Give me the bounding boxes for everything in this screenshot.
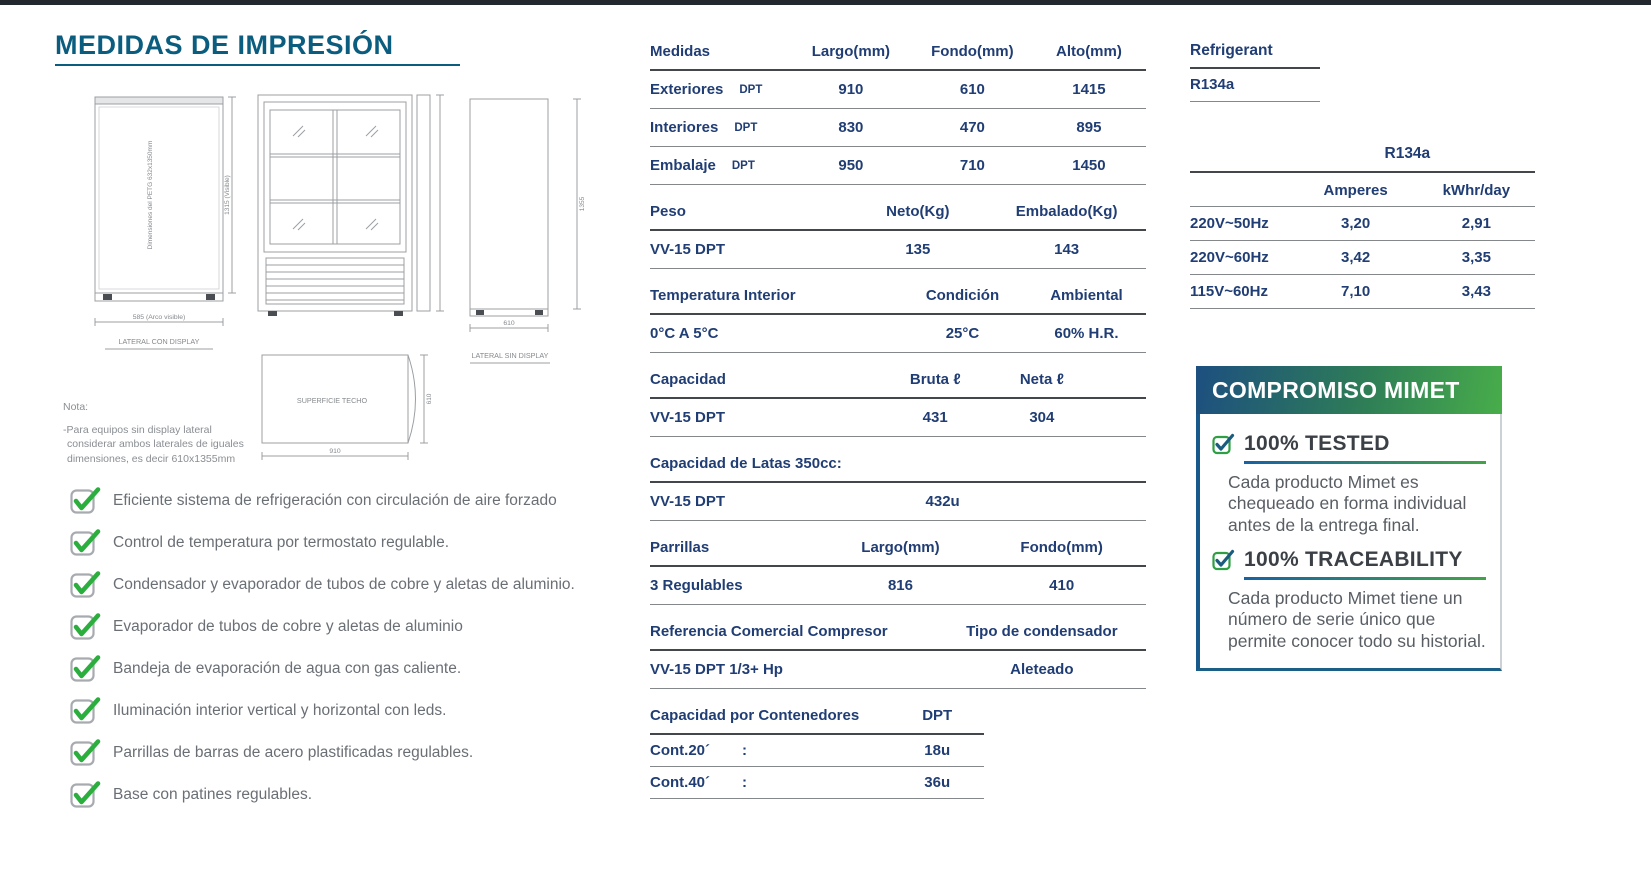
table-cell: 895	[1076, 119, 1102, 136]
green-check-icon	[1212, 549, 1236, 571]
drawing-label-techo: SUPERFICIE TECHO	[296, 396, 368, 405]
feature-item	[70, 487, 630, 514]
table-cell: 950	[838, 157, 864, 174]
commitment-paragraph: Cada producto Mimet es chequeado en forma individual antes de la entrega final.	[1228, 472, 1467, 535]
table-cell: Aleteado	[1010, 661, 1074, 678]
feature-item	[70, 697, 630, 724]
table-cell: 115V~60Hz	[1190, 283, 1268, 300]
table-cell: kWhr/day	[1442, 182, 1511, 199]
table-cell: Amperes	[1323, 182, 1388, 199]
commitment-heading-text: 100% TESTED	[1244, 432, 1390, 455]
table-row	[650, 767, 984, 799]
feature-text: Evaporador de tubos de cobre y aletas de aluminio	[113, 617, 463, 635]
table-cell: 3,43	[1461, 283, 1491, 300]
note-line: dimensiones, es decir 610x1355mm	[67, 452, 236, 465]
table-cell: 3,35	[1461, 249, 1491, 266]
table-header-row	[650, 536, 1146, 567]
green-check-icon	[70, 655, 103, 682]
table-cell: 910	[838, 81, 864, 98]
table-cell: 135	[905, 241, 931, 258]
feature-text: Parrillas de barras de acero plastificadas regulables.	[113, 743, 474, 761]
table-medidas	[650, 40, 1146, 185]
table-cell: 304	[1029, 409, 1055, 426]
table-compresor	[650, 620, 1146, 689]
table-cell: 710	[959, 157, 985, 174]
page-title: MEDIDAS DE IMPRESIÓN	[55, 30, 394, 60]
refrigerant-label: Refrigerant	[1190, 42, 1320, 69]
table-cell: Bruta ℓ	[909, 371, 961, 388]
table-cell: 830	[838, 119, 864, 136]
commitment-item-heading	[1212, 548, 1486, 572]
title-underline	[55, 64, 460, 66]
refrigerant-value: R134a	[1190, 69, 1320, 102]
heading-underline	[1244, 577, 1486, 580]
table-cell: 2,91	[1461, 215, 1491, 232]
commitment-paragraph: Cada producto Mimet tiene un número de serie único que permite conocer todo su historial.	[1228, 588, 1486, 651]
note-title: Nota:	[63, 401, 89, 413]
feature-text: Condensador y evaporador de tubos de cobre y aletas de aluminio.	[113, 575, 575, 593]
table-cell: VV-15 DPT	[650, 409, 726, 426]
power-table-title: R134a	[1190, 145, 1535, 173]
table-cell: VV-15 DPT 1/3+ Hp	[650, 661, 783, 678]
table-cell: Peso	[650, 203, 686, 220]
table-cell: Parrillas	[650, 539, 710, 556]
commitment-heading-text: 100% TRACEABILITY	[1244, 548, 1463, 572]
feature-text: Iluminación interior vertical y horizontal con leds.	[113, 701, 447, 719]
table-temperatura	[650, 284, 1146, 353]
green-check-icon	[1212, 433, 1236, 455]
table-parrillas	[650, 536, 1146, 605]
table-header-row	[650, 704, 984, 735]
feature-item	[70, 571, 630, 598]
table-contenedores	[650, 704, 984, 799]
table-header-row	[650, 620, 1146, 651]
table-cell: 470	[959, 119, 985, 136]
drawing-width-dim: 585 (Arco visible)	[132, 314, 186, 321]
table-row	[650, 399, 1146, 437]
table-cell: Ambiental	[1050, 287, 1123, 304]
table-cell: Embalaje DPT	[650, 157, 755, 174]
feature-item	[70, 655, 630, 682]
table-cell: 220V~60Hz	[1190, 249, 1269, 266]
table-row	[1190, 207, 1535, 241]
table-latas	[650, 452, 1146, 521]
table-header-row	[1190, 173, 1535, 207]
table-cell: Fondo(mm)	[931, 43, 1014, 60]
table-cell: 432u	[925, 493, 960, 510]
table-cell: Exteriores DPT	[650, 81, 763, 98]
table-header-row	[650, 452, 1146, 483]
green-check-icon	[70, 697, 103, 724]
table-cell: Temperatura Interior	[650, 287, 796, 304]
feature-text: Base con patines regulables.	[113, 785, 313, 803]
feature-text: Eficiente sistema de refrigeración con circulación de aire forzado	[113, 491, 557, 509]
table-cell: 25°C	[945, 325, 980, 342]
table-row	[650, 315, 1146, 353]
heading-underline	[1244, 461, 1486, 464]
green-check-icon	[70, 739, 103, 766]
page-top-strip	[0, 0, 1651, 5]
table-cell: Tipo de condensador	[966, 623, 1118, 640]
table-cell: 3,42	[1340, 249, 1371, 266]
table-cell: 60% H.R.	[1054, 325, 1119, 342]
drawing-width-dim: 910	[329, 448, 341, 455]
feature-list	[70, 487, 630, 823]
table-cell: Cont.40´ :	[650, 774, 747, 791]
commitment-card	[1196, 366, 1502, 671]
table-cell: Embalado(Kg)	[1015, 203, 1118, 220]
table-peso	[650, 200, 1146, 269]
table-row	[650, 651, 1146, 689]
commitment-title: COMPROMISO MIMET	[1212, 376, 1460, 403]
table-cell: Capacidad	[650, 371, 726, 388]
table-cell: Neto(Kg)	[886, 203, 950, 220]
table-cell: 3,20	[1340, 215, 1371, 232]
feature-text: Control de temperatura por termostato regulable.	[113, 533, 450, 551]
feature-item	[70, 739, 630, 766]
table-cell: 18u	[924, 742, 951, 759]
table-cell: Capacidad de Latas 350cc:	[650, 455, 842, 472]
feature-item	[70, 529, 630, 556]
refrigerant-block	[1190, 42, 1320, 102]
drawing-height-dim: 610	[426, 393, 433, 405]
table-header-row	[650, 368, 1146, 399]
drawing-label-lateral-con: LATERAL CON DISPLAY	[118, 337, 200, 346]
drawing-label-lateral-sin: LATERAL SIN DISPLAY	[471, 351, 549, 360]
drawing-height-dim: 1355	[579, 196, 586, 212]
green-check-icon	[70, 487, 103, 514]
power-table-grid	[1190, 173, 1535, 309]
table-header-row	[650, 40, 1146, 71]
drawing-width-dim: 610	[503, 320, 515, 327]
table-row	[650, 735, 984, 767]
table-cell: 816	[887, 577, 913, 594]
table-cell: Medidas	[650, 43, 711, 60]
table-cell: 143	[1054, 241, 1080, 258]
commitment-body	[1196, 414, 1502, 671]
table-cell: Cont.20´ :	[650, 742, 747, 759]
table-cell: 431	[922, 409, 948, 426]
table-cell: 0°C A 5°C	[650, 325, 719, 342]
note-line: -Para equipos sin display lateral	[63, 424, 212, 437]
green-check-icon	[70, 529, 103, 556]
drawing-petg-dimensions-label: Dimensiones del PETG 632x1350mm	[147, 140, 154, 250]
table-cell: 7,10	[1340, 283, 1371, 300]
feature-item	[70, 781, 630, 808]
table-cell: 36u	[924, 774, 951, 791]
table-cell: 1415	[1072, 81, 1106, 98]
table-row	[650, 567, 1146, 605]
green-check-icon	[70, 781, 103, 808]
table-row	[650, 231, 1146, 269]
drawing-note	[63, 400, 303, 466]
table-cell: Largo(mm)	[861, 539, 940, 556]
table-row	[650, 483, 1146, 521]
table-cell: 610	[959, 81, 985, 98]
note-line: considerar ambos laterales de iguales	[67, 438, 244, 451]
table-row	[1190, 275, 1535, 309]
green-check-icon	[70, 613, 103, 640]
table-row	[650, 71, 1146, 109]
table-cell: Capacidad por Contenedores	[650, 707, 860, 724]
feature-text: Bandeja de evaporación de agua con gas caliente.	[113, 659, 462, 677]
table-cell: Largo(mm)	[811, 43, 891, 60]
spec-tables	[650, 40, 1146, 814]
power-table	[1190, 145, 1535, 309]
table-cell: Alto(mm)	[1056, 43, 1122, 60]
table-cell: Interiores DPT	[650, 119, 758, 136]
table-cell: 220V~50Hz	[1190, 215, 1269, 232]
table-row	[650, 109, 1146, 147]
table-cell: Condición	[925, 287, 1000, 304]
table-cell: 1450	[1072, 157, 1106, 174]
table-cell: Neta ℓ	[1019, 371, 1064, 388]
drawing-height-dim: 1315 (Visible)	[224, 175, 231, 215]
table-row	[650, 147, 1146, 185]
table-capacidad	[650, 368, 1146, 437]
commitment-header-band	[1196, 366, 1502, 414]
table-cell: Fondo(mm)	[1020, 539, 1103, 556]
table-cell: 410	[1049, 577, 1075, 594]
feature-item	[70, 613, 630, 640]
commitment-item-heading	[1212, 432, 1486, 456]
green-check-icon	[70, 571, 103, 598]
table-cell: VV-15 DPT	[650, 493, 726, 510]
table-cell: VV-15 DPT	[650, 241, 726, 258]
table-header-row	[650, 284, 1146, 315]
table-header-row	[650, 200, 1146, 231]
table-row	[1190, 241, 1535, 275]
table-cell: DPT	[922, 707, 953, 724]
table-cell: 3 Regulables	[650, 577, 743, 594]
table-cell: Referencia Comercial Compresor	[650, 623, 888, 640]
